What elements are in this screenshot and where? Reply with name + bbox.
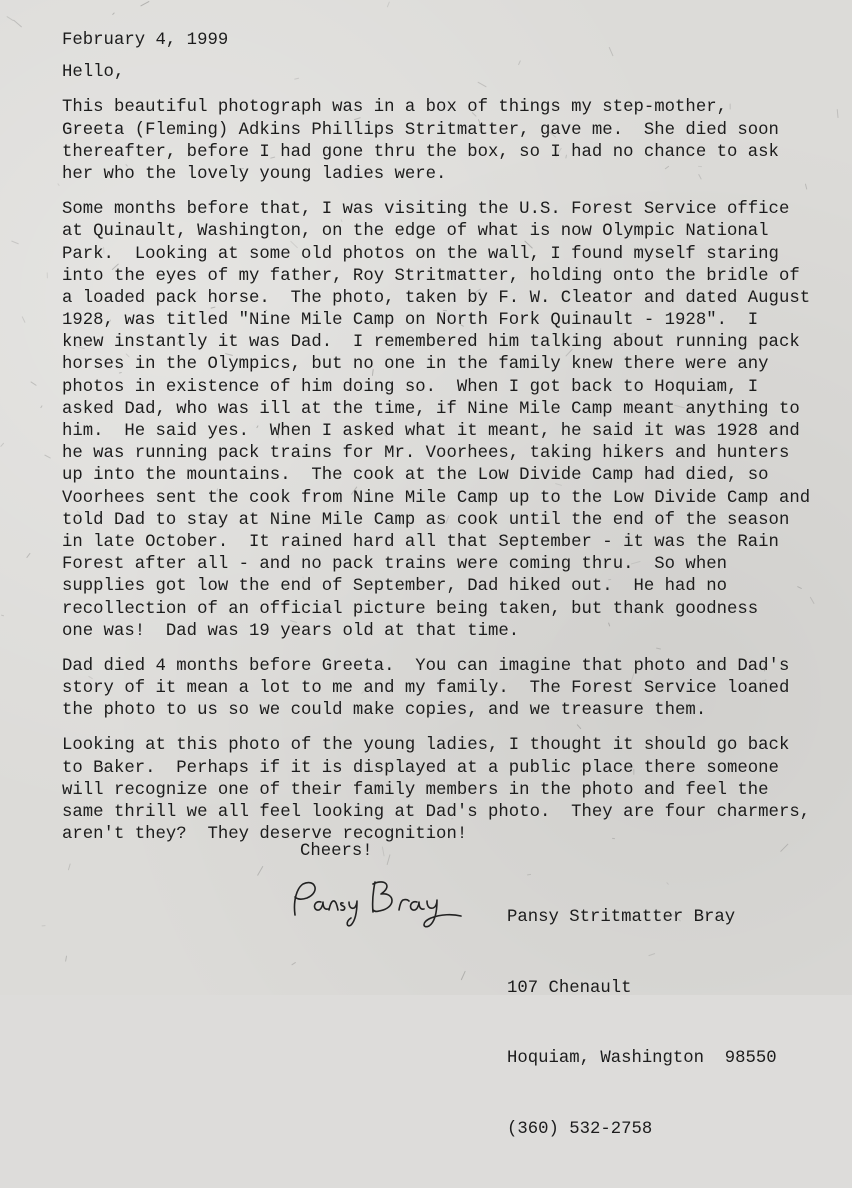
paragraph-line: Looking at this photo of the young ladies, I thought it should go back <box>62 736 790 756</box>
paper-fiber <box>68 863 71 870</box>
paper-fiber <box>25 553 30 559</box>
paragraph-line: recollection of an official picture being taken, but thank goodness <box>62 599 759 619</box>
letter-closing: Cheers! <box>300 842 373 861</box>
paper-fiber <box>382 846 385 856</box>
paragraph-line: up into the mountains. The cook at the Low Divide Camp had died, so <box>62 466 769 486</box>
paper-fiber <box>460 971 465 981</box>
paper-fiber <box>291 961 296 965</box>
paragraph-line: supplies got low the end of September, Dad hiked out. He had no <box>62 577 727 597</box>
paragraph-line: told Dad to stay at Nine Mile Camp as cook until the end of the season <box>62 510 790 530</box>
paper-fiber <box>0 442 4 446</box>
letter-paragraphs <box>62 97 852 846</box>
letter-paragraph <box>62 199 852 643</box>
paragraph-line: photos in existence of him doing so. When I got back to Hoquiam, I <box>62 377 759 397</box>
paper-fiber <box>46 273 47 279</box>
paper-fiber <box>387 854 391 865</box>
paper-fiber <box>387 1 390 7</box>
paper-fiber <box>13 20 22 28</box>
letter-paragraph <box>62 656 852 723</box>
paragraph-line: Park. Looking at some old photos on the wall, I found myself staring <box>62 244 779 264</box>
paragraph-line: 1928, was titled "Nine Mile Camp on North Fork Quinault - 1928". I <box>62 311 759 331</box>
paragraph-line: asked Dad, who was ill at the time, if Nine Mile Camp meant anything to <box>62 399 800 419</box>
paragraph-line: Voorhees sent the cook from Nine Mile Camp up to the Low Divide Camp and <box>62 488 811 508</box>
paper-fiber <box>22 316 26 323</box>
paragraph-line: same thrill we all feel looking at Dad's photo. They are four charmers, <box>62 803 811 822</box>
paper-fiber <box>1 614 5 616</box>
paragraph-line: him. He said yes. When I asked what it meant, he said it was 1928 and <box>62 422 800 441</box>
paragraph-gap <box>62 722 852 735</box>
paper-fiber <box>11 240 19 244</box>
paragraph-line: Dad died 4 months before Greeta. You can imagine that photo and Dad's <box>62 656 790 676</box>
paragraph-line: This beautiful photograph was in a box of things my step-mother, <box>62 98 727 118</box>
paragraph-line: a loaded pack horse. The photo, taken by F. W. Cleator and dated August <box>62 288 811 308</box>
sender-street: 107 Chenault <box>507 978 632 998</box>
paragraph-line: thereafter, before I had gone thru the box, so I had no chance to ask <box>62 142 779 162</box>
paragraph-line: to Baker. Perhaps if it is displayed at a public place there someone <box>62 758 779 778</box>
sender-name: Pansy Stritmatter Bray <box>507 908 736 927</box>
paragraph-line: her who the lovely young ladies were. <box>62 164 447 184</box>
paper-fiber <box>257 865 263 875</box>
paragraph-line: Some months before that, I was visiting the U.S. Forest Service office <box>62 200 790 220</box>
sender-city: Hoquiam, Washington 98550 <box>507 1049 777 1068</box>
paragraph-line: into the eyes of my father, Roy Stritmatter, holding onto the bridle of <box>62 266 800 286</box>
paragraph-line: horses in the Olympics, but no one in the family knew there were any <box>62 355 769 375</box>
paragraph-line: one was! Dad was 19 years old at that time. <box>62 621 520 641</box>
paper-fiber <box>30 381 36 386</box>
paragraph-gap <box>62 186 852 199</box>
paragraph-line: will recognize one of their family members in the photo and feel the <box>62 780 769 800</box>
sender-address <box>507 859 777 1188</box>
letter-paragraph <box>62 97 852 186</box>
paragraph-line: in late October. It rained hard all that September - it was the Rain <box>62 532 779 552</box>
letter-paragraph <box>62 735 852 846</box>
paragraph-line: knew instantly it was Dad. I remembered him talking about running pack <box>62 333 800 353</box>
paper-fiber <box>141 1 150 7</box>
letter-greeting: Hello, <box>62 63 125 83</box>
paragraph-line: at Quinault, Washington, on the edge of what is now Olympic National <box>62 222 769 242</box>
paragraph-line: aren't they? They deserve recognition! <box>62 825 468 845</box>
letter-body <box>62 30 852 846</box>
paragraph-line: story of it mean a lot to me and my family. The Forest Service loaned <box>62 679 790 699</box>
sender-phone: (360) 532-2758 <box>507 1119 653 1139</box>
letter-date: February 4, 1999 <box>62 31 229 50</box>
paper-fiber <box>112 12 115 15</box>
paper-fiber <box>44 454 51 458</box>
paper-fiber <box>40 405 43 408</box>
paragraph-gap <box>62 643 852 656</box>
paragraph-line: Greeta (Fleming) Adkins Phillips Stritmatter, gave me. She died soon <box>62 120 779 140</box>
paper-fiber <box>65 956 67 962</box>
handwritten-signature <box>285 870 475 930</box>
paragraph-line: Forest after all - and no pack trains were coming thru. So when <box>62 555 727 575</box>
paper-fiber <box>58 183 61 186</box>
paragraph-line: he was running pack trains for Mr. Voorhees, taking hikers and hunters <box>62 444 790 464</box>
paper-fiber <box>42 925 46 927</box>
paragraph-line: the photo to us so we could make copies, and we treasure them. <box>62 701 707 721</box>
